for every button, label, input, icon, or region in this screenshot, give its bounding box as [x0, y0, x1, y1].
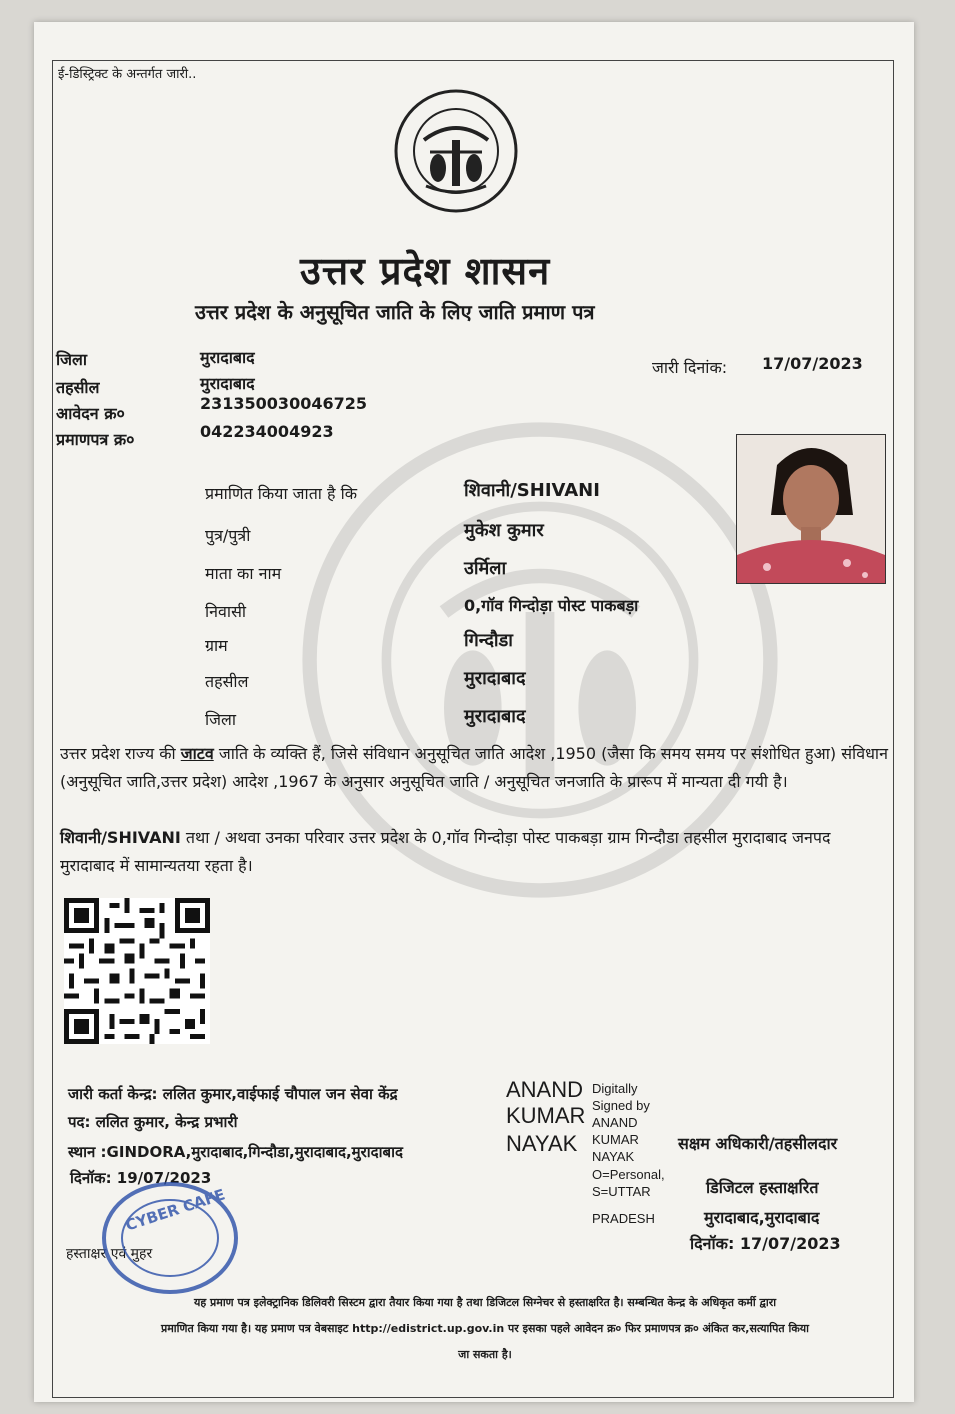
authority-date: दिनॉक: 17/07/2023: [690, 1234, 841, 1253]
detail-value-district: मुरादाबाद: [464, 706, 526, 727]
caste-paragraph-rest: जाति के व्यक्ति हैं, जिसे संविधान अनुसूचित जाति आदेश ,1950 (जैसा कि समय समय पर संशोधित हुआ) संविधान (अनुसूचित जाति,उत्तर प्रदेश) आदेश ,1967 के अनुसार अनुसूचित जाति / अनुसूचित जनजाति के प्रारूप में मान्यता दी गयी है।: [60, 744, 888, 791]
detail-value-mother: उर्मिला: [464, 558, 507, 579]
residence-name: शिवानी/SHIVANI: [60, 828, 181, 847]
tehsil-value: मुरादाबाद: [200, 374, 255, 393]
issue-date-label: जारी दिनांक:: [652, 358, 728, 377]
authority-place: मुरादाबाद,मुरादाबाद: [704, 1208, 820, 1227]
application-value: 231350030046725: [200, 394, 367, 413]
signature-label: हस्ताक्षर एवं मुहर: [66, 1246, 153, 1262]
detail-label-resident: निवासी: [205, 602, 247, 621]
residence-paragraph: [60, 824, 890, 880]
issuer-center: जारी कर्ता केन्द्र: ललित कुमार,वाईफाई चौपाल जन सेवा केंद्र: [68, 1085, 398, 1103]
authority-digital: डिजिटल हस्ताक्षरित: [706, 1178, 819, 1197]
detail-label-district: जिला: [205, 710, 237, 729]
detail-value-father: मुकेश कुमार: [464, 520, 544, 541]
detail-value-village: गिन्दौडा: [464, 630, 513, 651]
sig-detail-1: Digitally: [592, 1081, 638, 1096]
signer-name-line2: KUMAR: [506, 1103, 586, 1128]
tehsil-label: तहसील: [56, 378, 100, 397]
issuer-post: पद: ललित कुमार, केन्द्र प्रभारी: [68, 1113, 238, 1131]
detail-label-mother: माता का नाम: [205, 564, 282, 583]
footer-line2: प्रमाणित किया गया है। यह प्रमाण पत्र वेबसाइट http://edistrict.up.gov.in पर इसका पहले आवेदन क्र० फिर प्रमाणपत्र क्र० अंकित कर,सत्यापित किया: [160, 1322, 810, 1335]
caste-name: जाटव: [180, 744, 214, 763]
certificate-no-value: 042234004923: [200, 422, 334, 441]
issue-date-value: 17/07/2023: [762, 354, 863, 373]
certificate-no-label: प्रमाणपत्र क्र०: [56, 430, 135, 449]
stamp-text: CYBER CAFE: [123, 1185, 228, 1235]
signer-name-line3: NAYAK: [506, 1131, 578, 1156]
cyber-cafe-stamp: [100, 1178, 240, 1298]
sig-detail-5: NAYAK: [592, 1149, 635, 1164]
sig-detail-7: S=UTTAR: [592, 1184, 651, 1199]
caste-paragraph: [60, 740, 890, 796]
issued-under-note: ई-डिस्ट्रिक्ट के अन्तर्गत जारी..: [58, 67, 197, 82]
signer-name-line1: ANAND: [506, 1077, 584, 1102]
residence-paragraph-rest: तथा / अथवा उनका परिवार उत्तर प्रदेश के 0,गॉव गिन्दोड़ा पोस्ट पाकबड़ा ग्राम गिन्दौडा तहसील मुरादाबाद जनपद मुरादाबाद में सामान्यतया रहता है।: [60, 828, 831, 875]
detail-label-village: ग्राम: [205, 636, 228, 655]
authority-title: सक्षम अधिकारी/तहसीलदार: [678, 1134, 838, 1153]
person-portrait-icon: [737, 435, 885, 583]
detail-label-certified: प्रमाणित किया जाता है कि: [205, 484, 358, 503]
footer-line3: जा सकता है।: [458, 1348, 512, 1361]
detail-label-tehsil: तहसील: [205, 672, 249, 691]
qr-code: [64, 898, 210, 1044]
district-label: जिला: [56, 350, 88, 369]
issuer-date: दिनॉक: 19/07/2023: [70, 1169, 212, 1187]
district-value: मुरादाबाद: [200, 348, 255, 367]
government-title: उत्तर प्रदेश शासन: [300, 249, 551, 293]
application-label: आवेदन क्र०: [56, 404, 125, 423]
sig-detail-4: KUMAR: [592, 1132, 639, 1147]
sig-detail-2: Signed by: [592, 1098, 650, 1113]
sig-detail-3: ANAND: [592, 1115, 638, 1130]
sig-detail-8: PRADESH: [592, 1211, 655, 1226]
detail-value-name: शिवानी/SHIVANI: [464, 480, 600, 501]
detail-value-resident: 0,गॉव गिन्दोड़ा पोस्ट पाकबड़ा: [464, 596, 639, 615]
issuer-place: स्थान :GINDORA,मुरादाबाद,गिन्दौडा,मुरादाबाद,मुरादाबाद: [68, 1143, 403, 1161]
applicant-photo: [736, 434, 886, 584]
detail-label-child-of: पुत्र/पुत्री: [205, 526, 251, 545]
sig-detail-6: O=Personal,: [592, 1167, 665, 1182]
caste-paragraph-prefix: उत्तर प्रदेश राज्य की: [60, 744, 181, 763]
footer-line1: यह प्रमाण पत्र इलेक्ट्रानिक डिलिवरी सिस्टम द्वारा तैयार किया गया है तथा डिजिटल सिग्नेचर से हस्ताक्षरित है। सम्बन्धित केन्द्र के अधिकृत कर्मी द्वारा: [193, 1296, 777, 1309]
up-govt-emblem: [386, 86, 526, 216]
detail-value-tehsil: मुरादाबाद: [464, 668, 526, 689]
certificate-title: उत्तर प्रदेश के अनुसूचित जाति के लिए जाति प्रमाण पत्र: [195, 300, 595, 324]
